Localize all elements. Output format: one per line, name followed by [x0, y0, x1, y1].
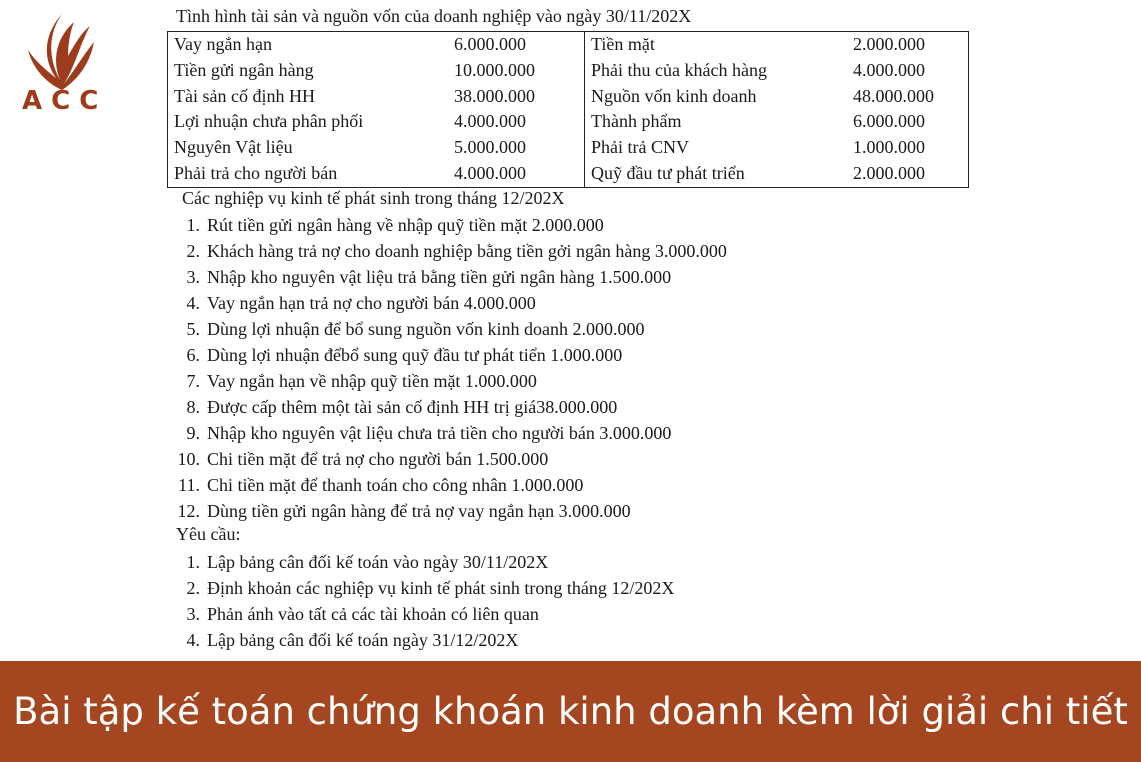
account-name-right: Phải thu của khách hàng	[591, 59, 767, 80]
list-item	[170, 264, 727, 290]
item-text: Chi tiền mặt để trả nợ cho người bán 1.500.000	[207, 449, 549, 469]
account-value-left: 6.000.000	[448, 32, 585, 58]
item-text: Nhập kho nguyên vật liệu chưa trả tiền cho người bán 3.000.000	[207, 423, 672, 443]
balance-row	[168, 32, 969, 58]
list-item	[170, 575, 674, 601]
item-text: Vay ngắn hạn trả nợ cho người bán 4.000.000	[207, 293, 536, 313]
item-text: Lập bảng cân đối kế toán vào ngày 30/11/202X	[207, 552, 549, 572]
item-text: Vay ngắn hạn về nhập quỹ tiền mặt 1.000.000	[207, 371, 537, 391]
item-number: 4.	[186, 630, 200, 650]
account-value-right: 2.000.000	[853, 34, 925, 54]
logo-text: ACC	[22, 86, 108, 116]
balance-row	[168, 135, 969, 161]
account-name-right: Quỹ đầu tư phát triển	[591, 162, 745, 183]
item-text: Khách hàng trả nợ cho doanh nghiệp bằng tiền gởi ngân hàng 3.000.000	[207, 241, 727, 261]
item-number: 3.	[186, 267, 200, 287]
list-item	[170, 446, 727, 472]
account-value-left: 38.000.000	[448, 84, 585, 110]
account-value-left: 5.000.000	[448, 135, 585, 161]
item-text: Lập bảng cân đối kế toán ngày 31/12/202X	[207, 630, 519, 650]
account-name-left: Nguyên Vật liệu	[174, 137, 293, 158]
account-value-left: 10.000.000	[448, 58, 585, 84]
balance-table	[167, 31, 969, 188]
account-value-left: 4.000.000	[448, 161, 585, 187]
item-number: 2.	[186, 241, 200, 261]
item-text: Nhập kho nguyên vật liệu trả bằng tiền gửi ngân hàng 1.500.000	[207, 267, 672, 287]
list-item	[170, 212, 727, 238]
item-number: 7.	[186, 371, 200, 391]
item-number: 6.	[186, 345, 200, 365]
requirements-list	[170, 549, 674, 653]
item-text: Dùng lợi nhuận để bổ sung nguồn vốn kinh doanh 2.000.000	[207, 319, 645, 339]
account-name-left: Vay ngắn hạn	[174, 34, 272, 54]
balance-row	[168, 109, 969, 135]
requirements-title: Yêu cầu:	[176, 524, 241, 544]
item-number: 10.	[177, 449, 200, 469]
list-item	[170, 472, 727, 498]
account-name-right: Phải trả CNV	[591, 137, 689, 158]
account-value-right: 48.000.000	[853, 85, 934, 106]
account-value-left: 4.000.000	[448, 109, 585, 135]
list-item	[170, 420, 727, 446]
bottom-banner	[0, 661, 1141, 762]
transactions-title: Các nghiệp vụ kinh tế phát sinh trong tháng 12/202X	[182, 188, 565, 208]
account-value-right: 2.000.000	[853, 162, 925, 183]
item-number: 1.	[186, 215, 200, 235]
list-item	[170, 316, 727, 342]
account-name-right: Tiền mặt	[591, 34, 655, 54]
list-item	[170, 290, 727, 316]
item-number: 4.	[186, 293, 200, 313]
item-text: Phản ánh vào tất cả các tài khoản có liên quan	[207, 604, 539, 624]
account-name-left: Tài sản cố định HH	[174, 85, 315, 106]
item-text: Chi tiền mặt để thanh toán cho công nhân 1.000.000	[207, 475, 584, 495]
account-name-left: Lợi nhuận chưa phân phối	[174, 111, 364, 132]
list-item	[170, 627, 674, 653]
item-number: 3.	[186, 604, 200, 624]
balance-row	[168, 84, 969, 110]
balance-row	[168, 161, 969, 187]
item-number: 11.	[178, 475, 200, 495]
account-value-right: 4.000.000	[853, 59, 925, 80]
list-item	[170, 601, 674, 627]
item-text: Định khoản các nghiệp vụ kinh tế phát sinh trong tháng 12/202X	[207, 578, 675, 598]
list-item	[170, 549, 674, 575]
item-number: 5.	[186, 319, 200, 339]
account-value-right: 1.000.000	[853, 137, 925, 158]
item-text: Được cấp thêm một tài sản cố định HH trị giá38.000.000	[207, 397, 618, 417]
list-item	[170, 368, 727, 394]
item-text: Dùng lợi nhuận đểbổ sung quỹ đầu tư phát tiển 1.000.000	[207, 345, 623, 365]
item-number: 12.	[177, 501, 200, 521]
balance-row	[168, 58, 969, 84]
list-item	[170, 238, 727, 264]
account-name-left: Tiền gửi ngân hàng	[174, 59, 314, 80]
account-name-left: Phải trả cho người bán	[174, 162, 338, 183]
account-name-right: Nguồn vốn kinh doanh	[591, 85, 757, 106]
item-number: 2.	[186, 578, 200, 598]
page-title: Tình hình tài sản và nguồn vốn của doanh nghiệp vào ngày 30/11/202X	[176, 6, 692, 26]
item-number: 1.	[186, 552, 200, 572]
banner-title: Bài tập kế toán chứng khoán kinh doanh kèm lời giải chi tiết	[13, 690, 1128, 733]
item-text: Dùng tiền gửi ngân hàng để trả nợ vay ngắn hạn 3.000.000	[207, 501, 631, 521]
transactions-list	[170, 212, 727, 524]
list-item	[170, 394, 727, 420]
account-name-right: Thành phẩm	[591, 111, 682, 132]
item-text: Rút tiền gửi ngân hàng về nhập quỹ tiền mặt 2.000.000	[207, 215, 604, 235]
list-item	[170, 342, 727, 368]
account-value-right: 6.000.000	[853, 111, 925, 132]
list-item	[170, 498, 727, 524]
item-number: 8.	[186, 397, 200, 417]
item-number: 9.	[186, 423, 200, 443]
